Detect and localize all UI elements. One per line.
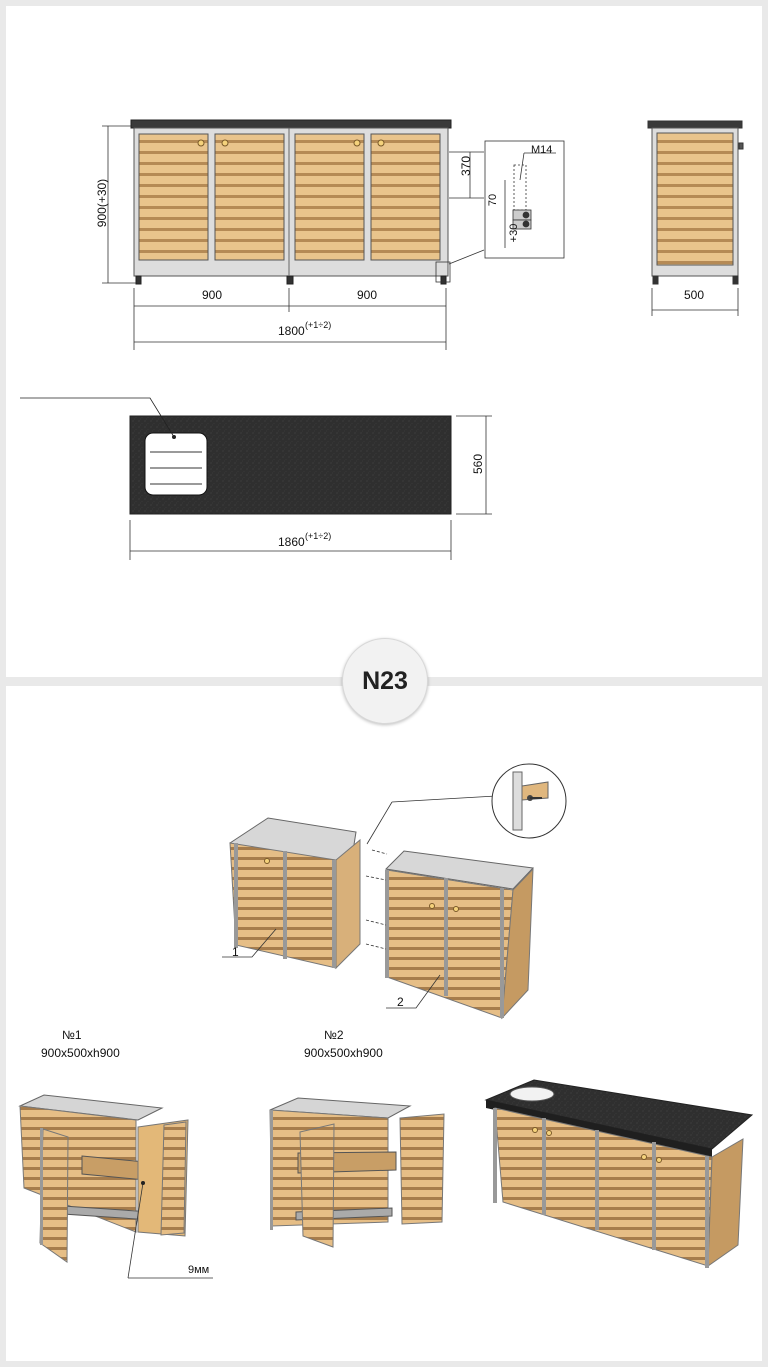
sink-cutout [145,433,207,495]
module-2-title: №2 [324,1028,344,1042]
model-number-badge [342,638,428,724]
assembled-cabinet-view [486,1080,752,1268]
door-panel [371,134,440,260]
callout-1: 1 [232,945,239,959]
door-panel [215,134,284,260]
side-view [648,121,743,316]
assembly-module-2 [385,851,533,1018]
module-1-size: 900x500xh900 [41,1046,120,1060]
depth-label: 500 [684,288,705,302]
total-width-label: 1800 [278,324,305,338]
bolt-size-label: M14 [531,144,553,156]
front-view [131,120,451,284]
height-dimension-label: 900(+30) [95,178,109,228]
module-2-open-view [270,1098,444,1247]
detail-tolerance-label: +30 [508,223,520,243]
panel-thickness-label: 9мм [188,1264,210,1276]
module-1-open-view [20,1095,213,1278]
assembly-module-1 [230,818,360,968]
countertop-depth-label: 560 [471,453,485,475]
door-height-label: 370 [459,155,473,177]
section-width-label-1: 900 [202,288,223,302]
bolt-detail-circle [492,764,566,838]
model-number: N23 [362,666,408,695]
door-panel [295,134,364,260]
countertop-edge [131,120,451,128]
detail-height-label: 70 [487,193,499,207]
total-width-tolerance: (+1÷2) [305,320,332,330]
countertop-width-tolerance: (+1÷2) [305,531,332,541]
callout-2: 2 [397,995,404,1009]
module-1-title: №1 [62,1028,82,1042]
countertop-top-view [20,398,451,514]
countertop-width-label: 1860 [278,535,305,549]
door-panel [139,134,208,260]
module-2-size: 900x500xh900 [304,1046,383,1060]
section-width-label-2: 900 [357,288,378,302]
